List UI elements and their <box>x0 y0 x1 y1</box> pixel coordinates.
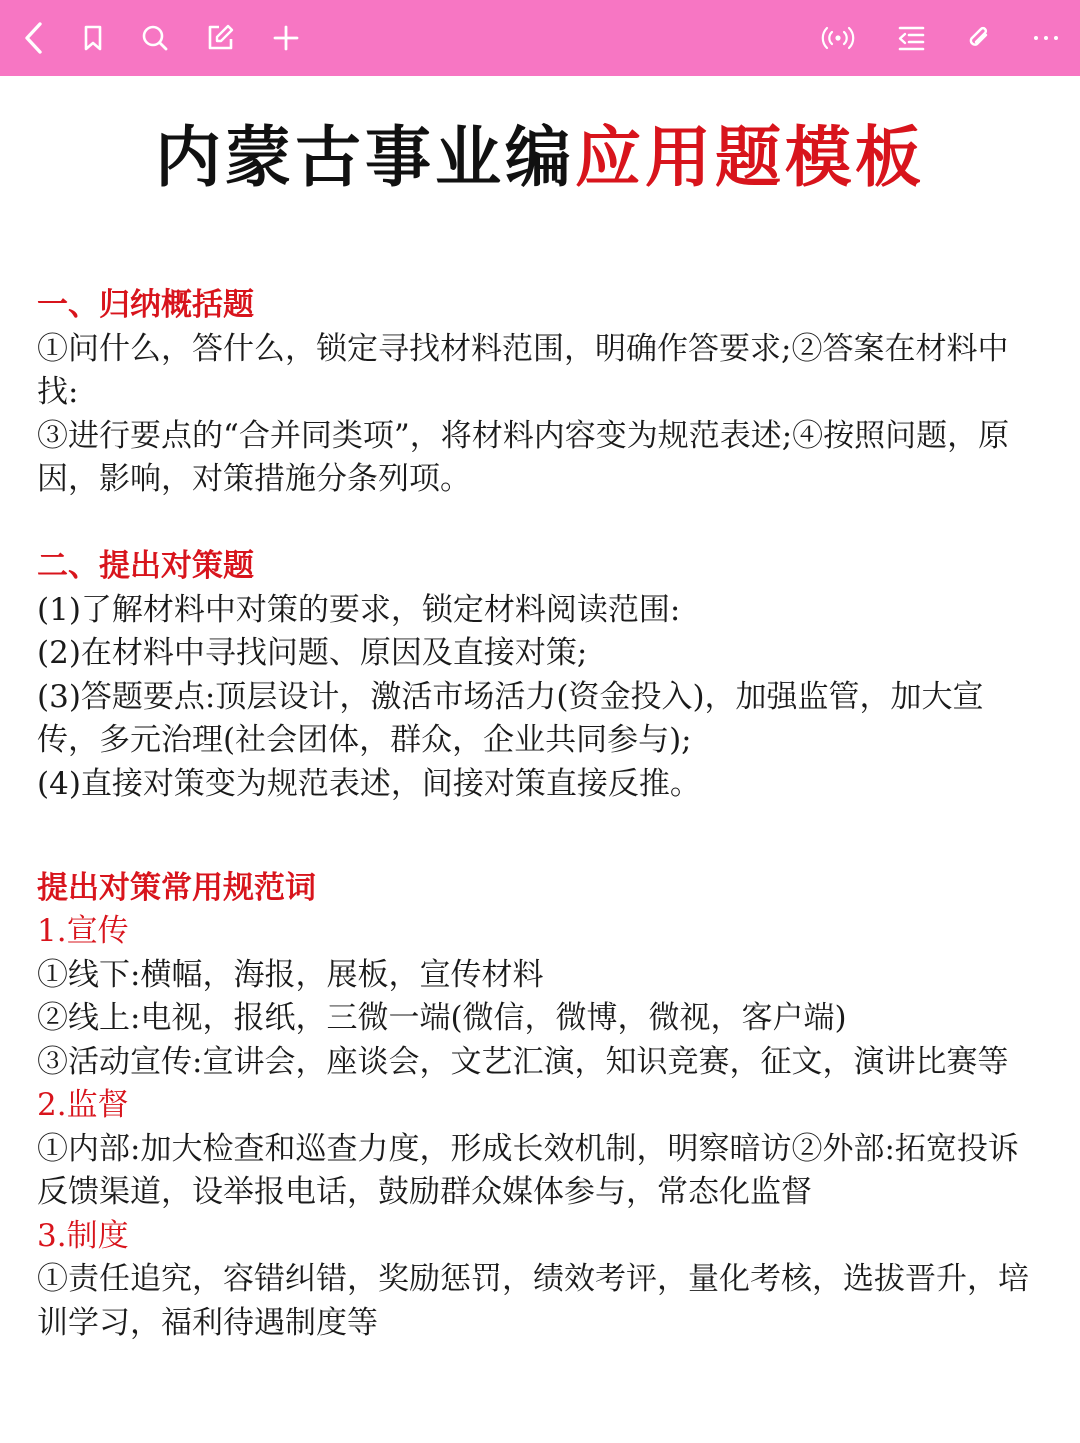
more-icon[interactable] <box>1026 18 1066 58</box>
text-line: ③进行要点的“合并同类项”，将材料内容变为规范表述;④按照问题，原 <box>37 417 1010 454</box>
section-heading-countermeasure: 二、提出对策题 <box>37 548 254 584</box>
back-icon[interactable] <box>15 18 55 58</box>
text-line: 找: <box>37 374 79 410</box>
text-line: ③活动宣传:宣讲会，座谈会，文艺汇演，知识竞赛，征文，演讲比赛等 <box>37 1043 1009 1080</box>
text-line: (3)答题要点:顶层设计，激活市场活力(资金投入)，加强监管，加大宣 <box>37 678 984 715</box>
top-toolbar <box>0 0 1080 76</box>
section-heading-common-terms: 提出对策常用规范词 <box>37 869 316 906</box>
text-line: ①内部:加大检查和巡查力度，形成长效机制，明察暗访②外部:拓宽投诉 <box>37 1130 1019 1167</box>
subheading-publicity: 1.宣传 <box>37 913 129 949</box>
spacer <box>37 502 1047 546</box>
add-icon[interactable] <box>266 18 306 58</box>
page-title <box>0 118 1080 198</box>
edit-icon[interactable] <box>200 18 240 58</box>
broadcast-icon[interactable] <box>818 18 858 58</box>
spacer <box>37 850 1047 867</box>
text-line: ①责任追究，容错纠错，奖励惩罚，绩效考评，量化考核，选拔晋升，培 <box>37 1261 1029 1297</box>
attachment-icon[interactable] <box>959 18 999 58</box>
subheading-system: 3.制度 <box>37 1217 129 1254</box>
text-line: 反馈渠道，设举报电话，鼓励群众媒体参与，常态化监督 <box>37 1174 812 1210</box>
text-line: 传，多元治理(社会团体，群众，企业共同参与); <box>37 722 692 758</box>
text-line: ①线下:横幅，海报，展板，宣传材料 <box>37 956 544 993</box>
bookmark-icon[interactable] <box>73 18 113 58</box>
content-body <box>37 284 1047 1345</box>
subheading-supervision: 2.监督 <box>37 1087 129 1123</box>
search-icon[interactable] <box>135 18 175 58</box>
outline-icon[interactable] <box>891 18 931 58</box>
section-heading-summary: 一、归纳概括题 <box>37 287 254 323</box>
text-line: (1)了解材料中对策的要求，锁定材料阅读范围: <box>37 591 681 628</box>
text-line: 因，影响，对策措施分条列项。 <box>37 461 471 497</box>
text-line: 训学习，福利待遇制度等 <box>37 1304 378 1341</box>
spacer <box>37 806 1047 850</box>
text-line: ①问什么，答什么，锁定寻找材料范围，明确作答要求;②答案在材料中 <box>37 330 1009 367</box>
title-part-red: 应用题模板 <box>575 119 925 196</box>
text-line: (4)直接对策变为规范表述，间接对策直接反推。 <box>37 765 701 802</box>
text-line: ②线上:电视，报纸，三微一端(微信，微博，微视，客户端) <box>37 1000 847 1036</box>
text-line: (2)在材料中寻找问题、原因及直接对策; <box>37 635 588 671</box>
title-part-black: 内蒙古事业编 <box>155 119 575 196</box>
